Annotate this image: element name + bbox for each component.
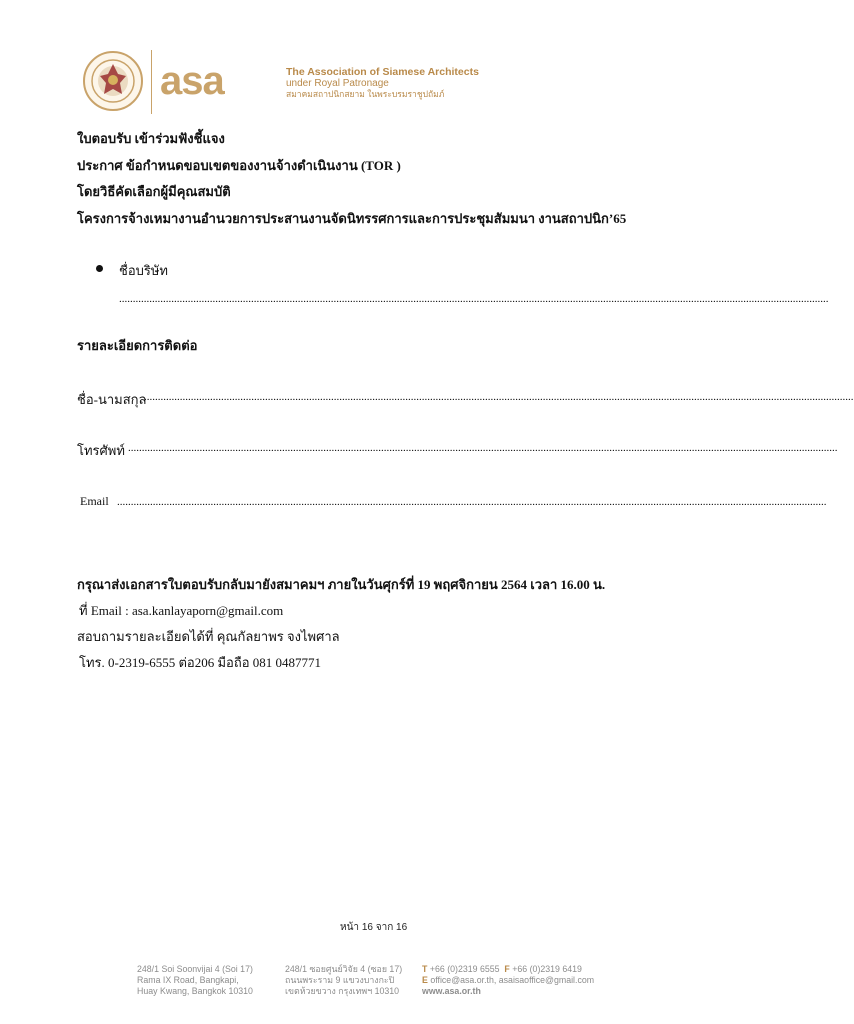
- name-field[interactable]: ..................................................................................................................................................................................................................................................................: [144, 391, 854, 403]
- asa-wordmark-logo: [160, 59, 252, 103]
- org-subtitle-en: under Royal Patronage: [286, 78, 389, 89]
- footer-email: [422, 975, 594, 986]
- subject-line: ประกาศ ข้อกำหนดขอบเขตของงานจ้างดำเนินงาน (TOR ): [77, 158, 401, 173]
- footer-phone-fax: [422, 964, 594, 975]
- company-field[interactable]: ..................................................................................................................................................................................................................................................................: [119, 293, 829, 305]
- footer-address-th-line: ถนนพระราม 9 แขวงบางกะปิ: [285, 975, 395, 985]
- form-title: ใบตอบรับ เข้าร่วมฟังชี้แจง: [77, 131, 225, 146]
- org-name-th: สมาคมสถาปนิกสยาม ในพระบรมราชูปถัมภ์: [286, 89, 445, 99]
- contact-heading: รายละเอียดการติดต่อ: [77, 338, 198, 353]
- fax-label: F: [504, 964, 510, 974]
- footer-emails: office@asa.or.th, asaisaoffice@gmail.com: [430, 975, 595, 985]
- inquiry-line: สอบถามรายละเอียดได้ที่ คุณกัลยาพร จงไพศาล: [77, 629, 340, 644]
- name-label: ชื่อ-นามสกุล: [77, 392, 147, 407]
- footer-address-th: [285, 964, 402, 997]
- footer-address-th-line: 248/1 ซอยศูนย์วิจัย 4 (ซอย 17): [285, 964, 403, 974]
- phone-contact-line: โทร. 0-2319-6555 ต่อ206 มือถือ 081 0487771: [79, 655, 321, 670]
- company-label: ชื่อบริษัท: [119, 263, 169, 278]
- page-number: หน้า 16 จาก 16: [340, 922, 408, 933]
- email-label: Email: [80, 494, 109, 508]
- footer-address-en-line: 248/1 Soi Soonvijai 4 (Soi 17): [137, 964, 253, 974]
- association-seal-logo: [82, 50, 144, 112]
- org-name-en: The Association of Siamese Architects: [286, 66, 479, 78]
- footer-website: www.asa.or.th: [422, 986, 481, 996]
- phone-field[interactable]: ..................................................................................................................................................................................................................................................................: [128, 442, 838, 454]
- submit-email-line: ที่ Email : asa.kanlayaporn@gmail.com: [79, 603, 284, 618]
- footer-address-en-line: Rama IX Road, Bangkapi,: [137, 975, 239, 985]
- tel-label: T: [422, 964, 428, 974]
- method-line: โดยวิธีคัดเลือกผู้มีคุณสมบัติ: [77, 184, 231, 199]
- footer-tel: +66 (0)2319 6555: [429, 964, 500, 974]
- deadline-instruction: กรุณาส่งเอกสารใบตอบรับกลับมายังสมาคมฯ ภายในวันศุกร์ที่ 19 พฤศจิกายน 2564 เวลา 16.00 น.: [77, 577, 606, 592]
- svg-text:asa: asa: [160, 59, 224, 103]
- association-name-block: [286, 66, 479, 100]
- header-divider: [151, 50, 152, 114]
- footer-address-en-line: Huay Kwang, Bangkok 10310: [137, 986, 253, 996]
- footer-address-th-line: เขตห้วยขวาง กรุงเทพฯ 10310: [285, 986, 400, 996]
- bullet-icon: [96, 265, 103, 272]
- email-field[interactable]: ..................................................................................................................................................................................................................................................................: [117, 496, 827, 508]
- email-label-footer: E: [422, 975, 428, 985]
- footer-address-en: [137, 964, 253, 997]
- footer-fax: +66 (0)2319 6419: [512, 964, 582, 974]
- phone-label: โทรศัพท์: [77, 443, 125, 458]
- footer-contact: [422, 964, 594, 997]
- project-line: โครงการจ้างเหมางานอำนวยการประสานงานจัดนิทรรศการและการประชุมสัมมนา งานสถาปนิก’65: [77, 211, 627, 226]
